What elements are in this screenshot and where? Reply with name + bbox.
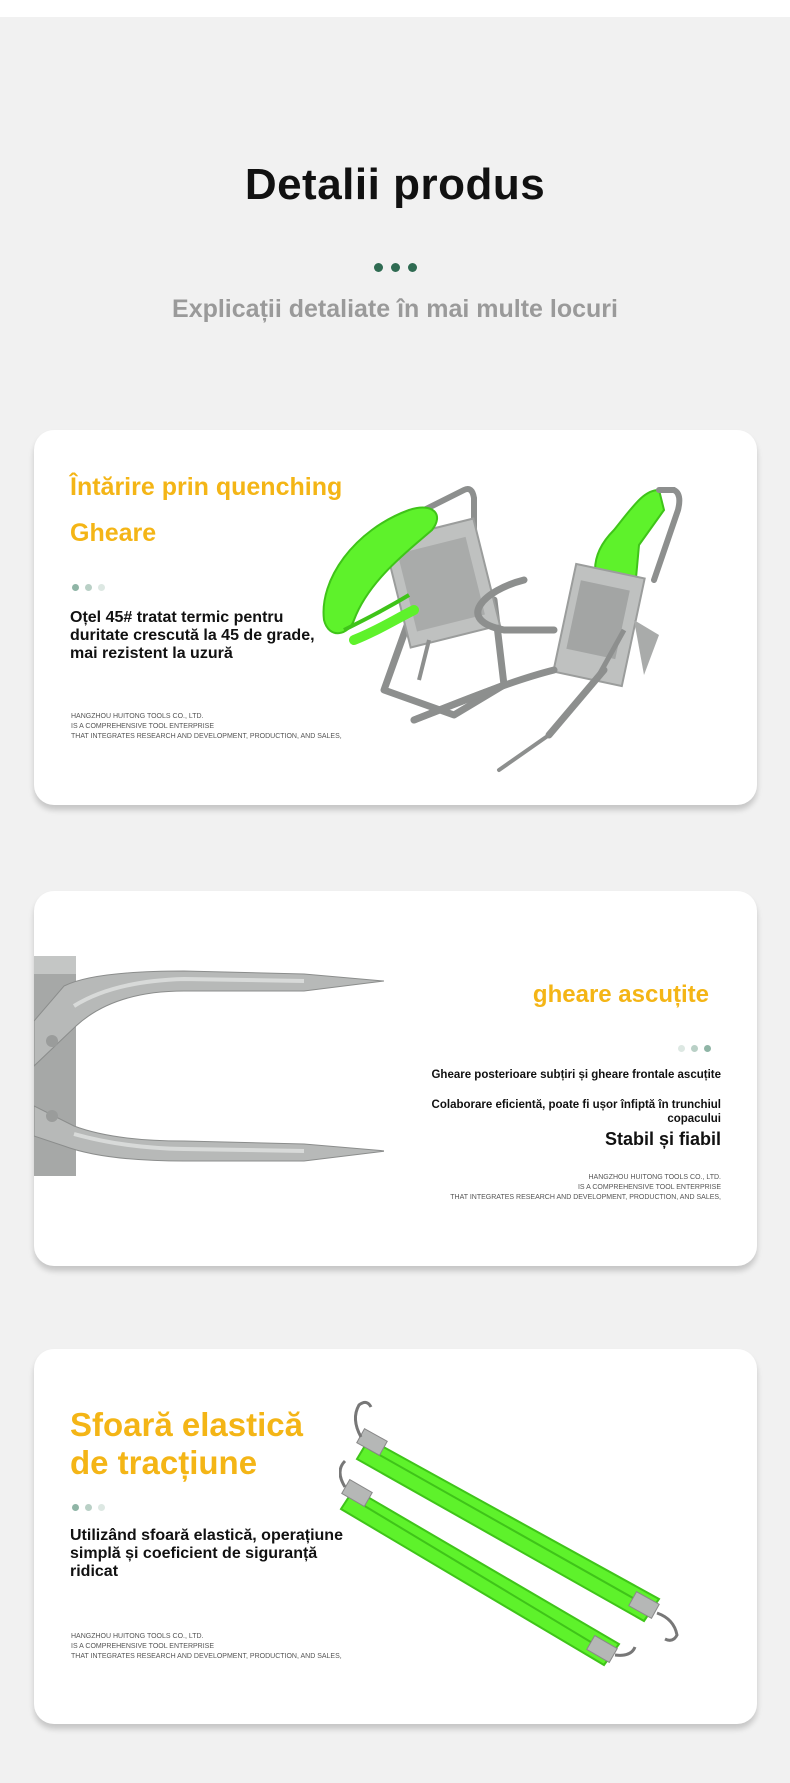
card-dots [678,1039,717,1057]
company-line: THAT INTEGRATES RESEARCH AND DEVELOPMENT, PRODUCTION, AND SALES, [71,1653,342,1660]
top-bar [0,0,790,17]
dot [704,1045,711,1052]
company-line: HANGZHOU HUITONG TOOLS CO., LTD. [588,1174,721,1181]
feature-card-quenching [34,430,757,805]
company-line: IS A COMPREHENSIVE TOOL ENTERPRISE [577,1184,721,1191]
sharp-claws-closeup-image [34,946,384,1186]
company-line: IS A COMPREHENSIVE TOOL ENTERPRISE [71,1643,215,1650]
elastic-straps-image [339,1399,749,1669]
card-heading: gheare ascuțite [532,981,709,1008]
card-dots [72,1498,111,1516]
company-info [71,1632,342,1662]
card-line: Gheare posterioare subțiri și gheare frontale ascuțite [431,1069,721,1081]
company-line: THAT INTEGRATES RESEARCH AND DEVELOPMENT, PRODUCTION, AND SALES, [450,1194,721,1201]
dot [374,263,383,272]
dot [85,1504,92,1511]
company-info [71,712,342,742]
title-dots [0,259,790,277]
dot [391,263,400,272]
page-subtitle: Explicații detaliate în mai multe locuri [172,295,618,323]
feature-card-sharp-claws [34,891,757,1266]
card-heading-line2: Gheare [70,519,157,547]
page-title: Detalii produs [244,160,546,209]
card-heading: Sfoară elastică [70,1406,303,1443]
dot [98,1504,105,1511]
company-line: THAT INTEGRATES RESEARCH AND DEVELOPMENT, PRODUCTION, AND SALES, [71,733,342,740]
card-heading-line2: de tracțiune [70,1444,258,1481]
dot [408,263,417,272]
company-line: HANGZHOU HUITONG TOOLS CO., LTD. [71,1633,204,1640]
dot [98,584,105,591]
company-line: IS A COMPREHENSIVE TOOL ENTERPRISE [71,723,215,730]
card-line: Colaborare eficientă, poate fi ușor înfiptă în trunchiul copacului [431,1099,721,1125]
card-description: Oțel 45# tratat termic pentru duritate crescută la 45 de grade, mai rezistent la uzură [70,609,315,662]
card-tagline: Stabil și fiabil [604,1129,721,1149]
card-dots [72,578,111,596]
dot [72,1504,79,1511]
dot [678,1045,685,1052]
card-description: Utilizând sfoară elastică, operațiune simplă și coeficient de siguranță ridicat [70,1527,343,1580]
dot [72,584,79,591]
company-line: HANGZHOU HUITONG TOOLS CO., LTD. [71,713,204,720]
dot [85,584,92,591]
company-info [450,1173,721,1203]
climbing-spikes-image [314,470,754,780]
dot [691,1045,698,1052]
card-heading: Întărire prin quenching [70,473,343,501]
feature-card-elastic-strap [34,1349,757,1724]
